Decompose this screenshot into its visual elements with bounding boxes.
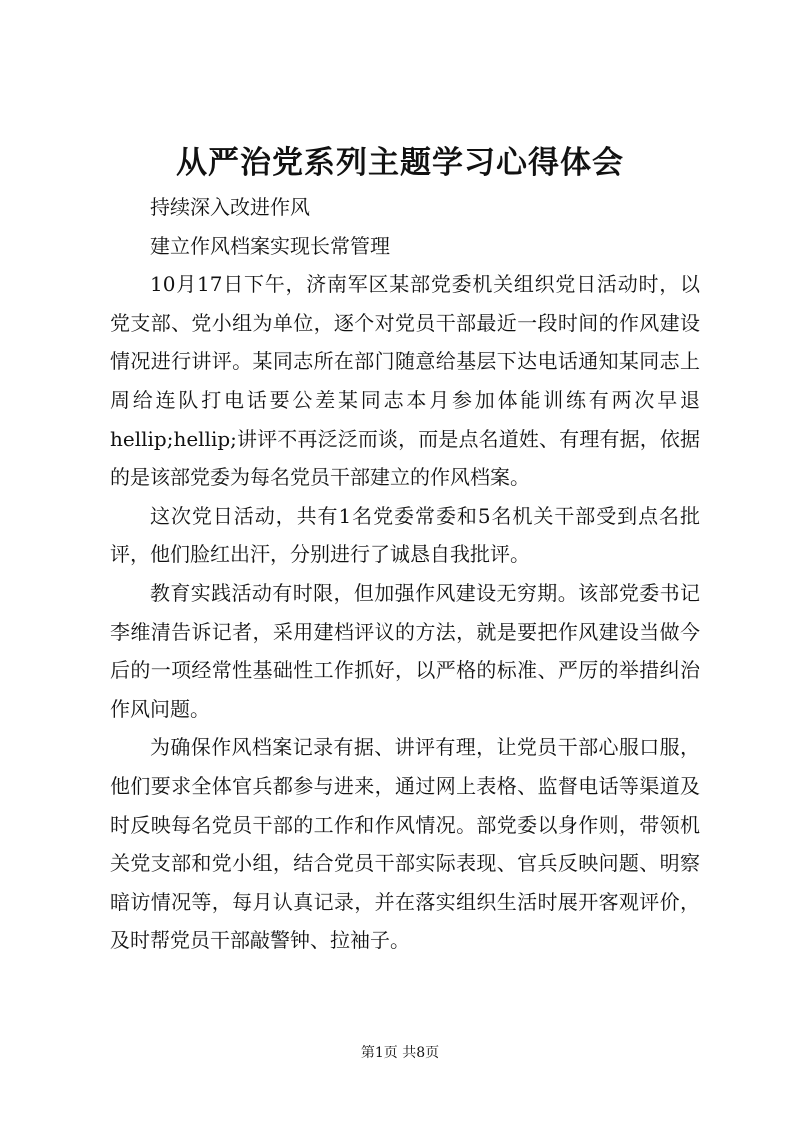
paragraph-subheading-2: 建立作风档案实现长常管理 bbox=[150, 233, 390, 258]
paragraph-subheading-1: 持续深入改进作风 bbox=[150, 195, 310, 219]
document-title: 从严治党系列主题学习心得体会 bbox=[176, 145, 624, 181]
page-footer: 第1页 共8页 bbox=[360, 1045, 440, 1061]
document-body bbox=[110, 188, 700, 960]
paragraph: 10月17日下午，济南军区某部党委机关组织党日活动时，以党支部、党小组为单位，逐个对党员干部最近一段时间的作风建设情况进行讲评。某同志所在部门随意给基层下达电话通知某同志上周给连队打电话要公差某同志本月参加体能训练有两次早退hellip;hellip;讲评不再泛泛而谈，而是点名道姓、有理有据，依据的是该部党委为每名党员干部建立的作风档案。 bbox=[110, 272, 700, 490]
paragraph: 这次党日活动，共有1名党委常委和5名机关干部受到点名批评，他们脸红出汗，分别进行了诚恳自我批评。 bbox=[110, 503, 700, 567]
paragraph: 教育实践活动有时限，但加强作风建设无穷期。该部党委书记李维清告诉记者，采用建档评议的方法，就是要把作风建设当做今后的一项经常性基础性工作抓好，以严格的标准、严厉的举措纠治作风问题。 bbox=[110, 580, 700, 721]
paragraph: 为确保作风档案记录有据、讲评有理，让党员干部心服口服，他们要求全体官兵都参与进来，通过网上表格、监督电话等渠道及时反映每名党员干部的工作和作风情况。部党委以身作则，带领机关党支部和党小组，结合党员干部实际表现、官兵反映问题、明察暗访情况等，每月认真记录，并在落实组织生活时展开客观评价，及时帮党员干部敲警钟、拉袖子。 bbox=[110, 735, 700, 953]
